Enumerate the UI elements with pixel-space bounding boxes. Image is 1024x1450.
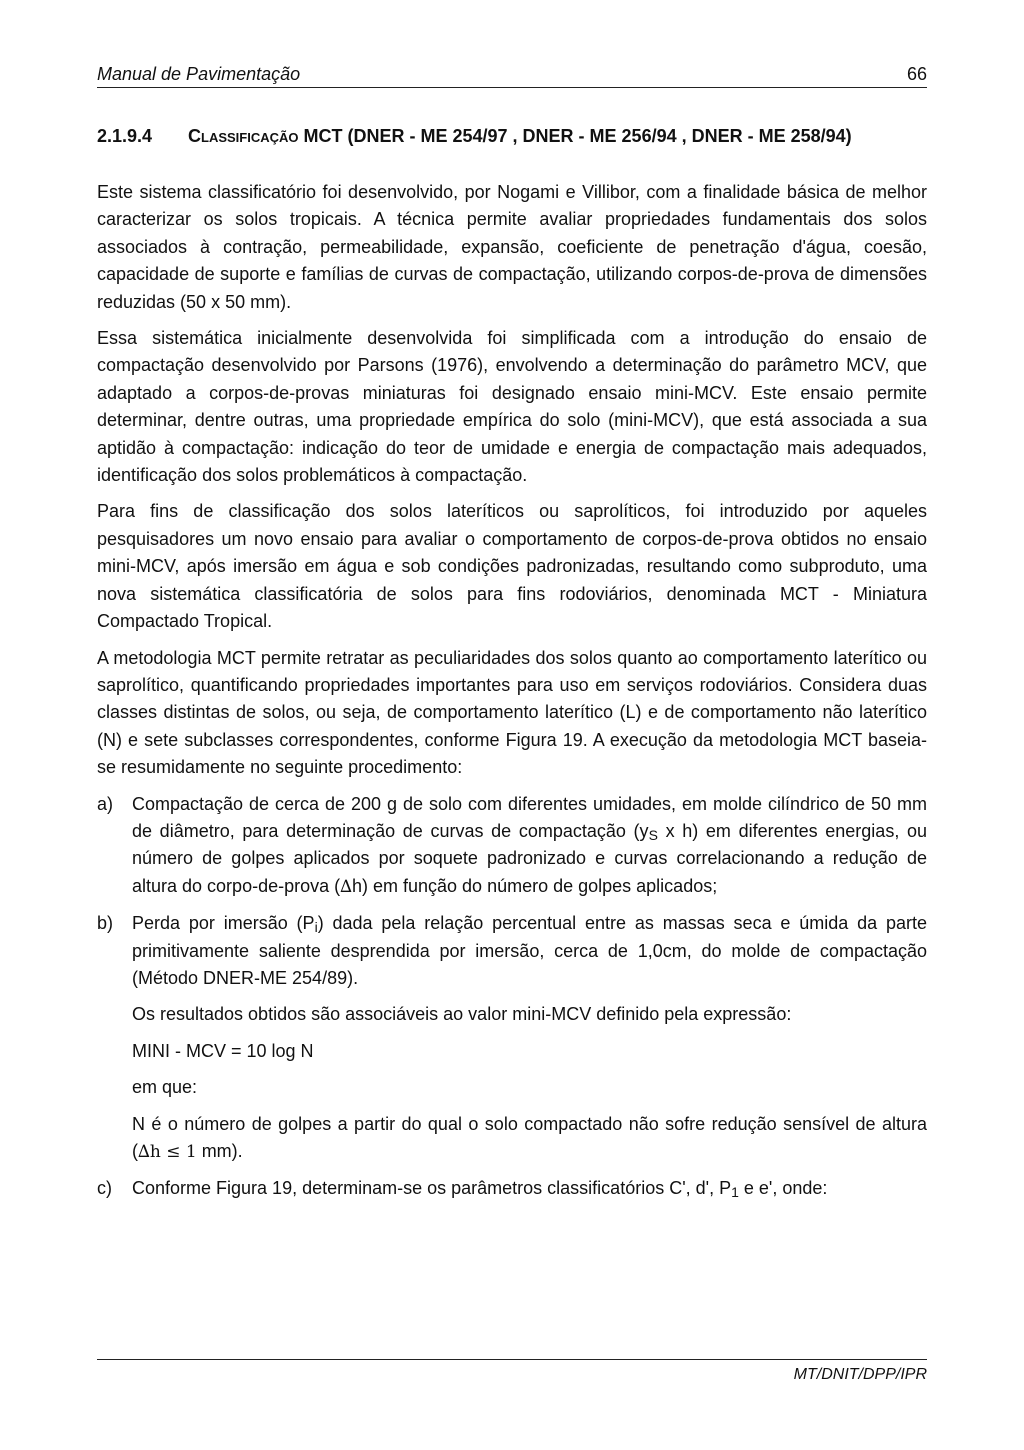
- list-marker-b: b): [97, 913, 114, 934]
- paragraph-classification: Para fins de classificação dos solos lateríticos ou saprolíticos, foi introduzido por aqueles pesquisadores um novo ensaio para avaliar o comportamento de corpos-de-prova obtidos no ensaio mini-MCV, após imersão em água e sob condições padronizadas, resultando como subproduto, uma nova sistemática classificatória de solos para fins rodoviários, denominada MCT - Miniatura Compactado Tropical.: [97, 501, 927, 632]
- section-heading: [97, 123, 927, 149]
- section-title-smallcaps: Classificação: [188, 126, 299, 146]
- section-number: 2.1.9.4: [97, 126, 153, 146]
- item-a-text-3: h) em função do número de golpes aplicados;: [351, 875, 718, 896]
- page-header: [97, 62, 927, 88]
- n-text-2: mm).: [196, 1141, 243, 1161]
- list-item-c: [97, 1175, 927, 1202]
- item-c-subscript: 1: [731, 1184, 739, 1201]
- section-title-rest: MCT (DNER - ME 254/97 , DNER - ME 256/94 , DNER - ME 258/94): [298, 126, 852, 146]
- manual-title: Manual de Pavimentação: [97, 64, 301, 84]
- formula-text: MINI - MCV = 10 log N: [132, 1040, 314, 1061]
- document-page: [97, 0, 927, 1450]
- list-item-b: [97, 910, 927, 992]
- delta-symbol: ∆: [340, 876, 352, 897]
- document-code: MT/DNIT/DPP/IPR: [793, 1366, 927, 1383]
- list-marker-a: a): [97, 793, 114, 814]
- item-a-text-2: x h) em diferentes energias, ou número de golpes aplicados por soquete padronizado e curvas correlacionando a redução de altura do corpo-de-prova (: [132, 820, 928, 896]
- item-c-text-1: Conforme Figura 19, determinam-se os parâmetros classificatórios C', d', P: [132, 1178, 732, 1199]
- item-b-text-2: ) dada pela relação percentual entre as massas seca e úmida da parte primitivamente saliente desprendida por imersão, cerca de 1,0cm, do molde de compactação (Método DNER-ME 254/89).: [132, 913, 927, 988]
- n-text-1: N é o número de golpes a partir do qual o solo compactado não sofre redução sensível de altura (: [132, 1113, 927, 1161]
- item-b-subscript: i: [314, 919, 318, 936]
- paragraph-mini-mcv: Essa sistemática inicialmente desenvolvida foi simplificada com a introdução do ensaio de compactação desenvolvido por Parsons (1976), envolvendo a determinação do parâmetro MCV, que adaptado a corpos-de-provas miniaturas foi designado ensaio mini-MCV. Este ensaio permite determinar, dentre outras, uma propriedade empírica do solo (mini-MCV), que está associada a sua aptidão à compactação: indicação do teor de umidade e energia de compactação mais adequados, identificação dos solos problemáticos à compactação.: [97, 328, 927, 486]
- n-definition: [97, 1111, 927, 1167]
- document-body: [97, 179, 927, 1212]
- list-marker-c: c): [97, 1178, 112, 1199]
- list-item-a: [97, 791, 927, 902]
- item-a-subscript: S: [648, 826, 658, 843]
- page-number: 66: [906, 64, 927, 84]
- delta-leq-symbol: ∆h ≤ 1: [138, 1142, 197, 1162]
- page-footer: [97, 1359, 927, 1383]
- em-que-text: em que:: [132, 1077, 198, 1098]
- section-title: [188, 123, 927, 149]
- item-c-text-2: e e', onde:: [738, 1178, 828, 1199]
- paragraph-methodology: A metodologia MCT permite retratar as peculiaridades dos solos quanto ao comportamento laterítico ou saprolítico, quantificando propriedades importantes para uso em serviços rodoviários. Considera duas classes distintas de solos, ou seja, de comportamento laterítico (L) e de comportamento não laterítico (N) e sete subclasses correspondentes, conforme Figura 19. A execução da metodologia MCT baseia-se resumidamente no seguinte procedimento:: [97, 647, 927, 778]
- item-a-text-1: Compactação de cerca de 200 g de solo com diferentes umidades, em molde cilíndrico de 50 mm de diâmetro, para determinação de curvas de compactação (y: [132, 793, 927, 841]
- results-text: Os resultados obtidos são associáveis ao valor mini-MCV definido pela expressão:: [132, 1004, 792, 1025]
- item-b-text-1: Perda por imersão (P: [132, 913, 315, 934]
- paragraph-intro: Este sistema classificatório foi desenvolvido, por Nogami e Villibor, com a finalidade básica de melhor caracterizar os solos tropicais. A técnica permite avaliar propriedades fundamentais dos solos associados à contração, permeabilidade, expansão, coeficiente de penetração d'água, coesão, capacidade de suporte e famílias de curvas de compactação, utilizando corpos-de-prova de dimensões reduzidas (50 x 50 mm).: [97, 182, 927, 312]
